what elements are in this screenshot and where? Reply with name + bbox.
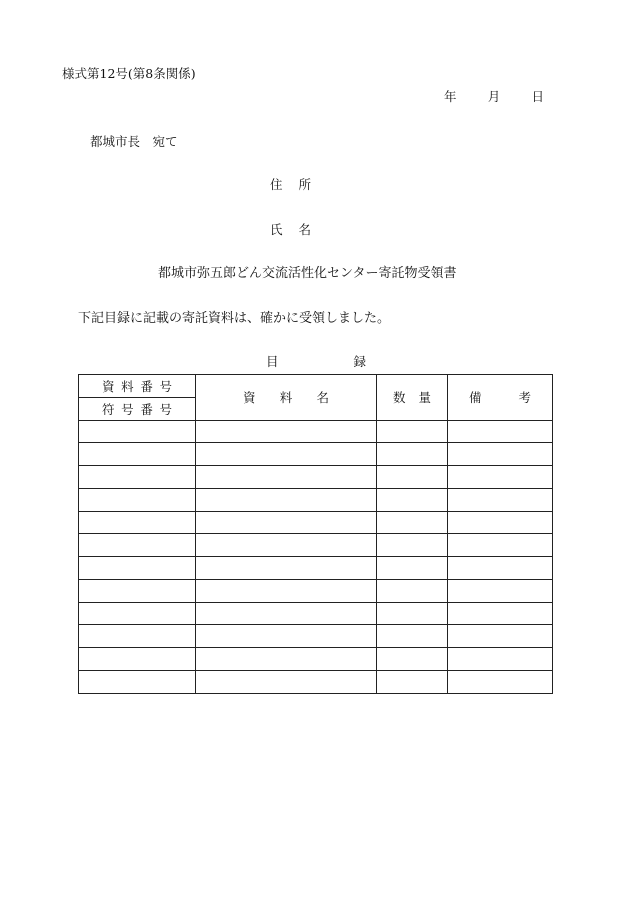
quantity-cell[interactable] <box>377 670 448 693</box>
remarks-cell[interactable] <box>448 557 553 580</box>
receipt-statement: 下記目録に記載の寄託資料は、確かに受領しました。 <box>78 311 391 326</box>
address-label-char-1: 住 <box>270 177 283 192</box>
name-cell[interactable] <box>196 670 377 693</box>
quantity-cell[interactable] <box>377 443 448 466</box>
number-cell[interactable] <box>79 466 196 489</box>
date-year-label: 年 <box>444 89 457 104</box>
quantity-cell[interactable] <box>377 534 448 557</box>
date-line <box>444 89 544 105</box>
quantity-cell[interactable] <box>377 602 448 625</box>
name-label-char-1: 氏 <box>270 222 283 237</box>
header-quantity: 数 量 <box>377 375 448 421</box>
table-row <box>79 466 553 489</box>
list-heading <box>266 354 366 370</box>
number-cell[interactable] <box>79 625 196 648</box>
remarks-cell[interactable] <box>448 443 553 466</box>
table-row <box>79 443 553 466</box>
quantity-cell[interactable] <box>377 579 448 602</box>
quantity-cell[interactable] <box>377 420 448 443</box>
number-cell[interactable] <box>79 488 196 511</box>
document-title: 都城市弥五郎どん交流活性化センター寄託物受領書 <box>158 266 457 281</box>
name-cell[interactable] <box>196 443 377 466</box>
name-cell[interactable] <box>196 488 377 511</box>
form-number: 様式第12号(第8条関係) <box>62 66 196 81</box>
name-field-label <box>270 222 311 238</box>
remarks-cell[interactable] <box>448 648 553 671</box>
quantity-cell[interactable] <box>377 488 448 511</box>
number-cell[interactable] <box>79 420 196 443</box>
name-cell[interactable] <box>196 511 377 534</box>
header-remarks: 備 考 <box>448 375 553 421</box>
remarks-cell[interactable] <box>448 602 553 625</box>
number-cell[interactable] <box>79 602 196 625</box>
name-cell[interactable] <box>196 579 377 602</box>
header-material-name: 資 料 名 <box>196 375 377 421</box>
number-cell[interactable] <box>79 579 196 602</box>
name-cell[interactable] <box>196 420 377 443</box>
quantity-cell[interactable] <box>377 511 448 534</box>
table-row <box>79 534 553 557</box>
name-cell[interactable] <box>196 648 377 671</box>
remarks-cell[interactable] <box>448 625 553 648</box>
number-cell[interactable] <box>79 511 196 534</box>
number-cell[interactable] <box>79 648 196 671</box>
name-cell[interactable] <box>196 625 377 648</box>
remarks-cell[interactable] <box>448 420 553 443</box>
quantity-cell[interactable] <box>377 557 448 580</box>
address-label-char-2: 所 <box>298 177 312 192</box>
table-row <box>79 670 553 693</box>
number-cell[interactable] <box>79 534 196 557</box>
name-cell[interactable] <box>196 602 377 625</box>
table-row <box>79 625 553 648</box>
remarks-cell[interactable] <box>448 488 553 511</box>
name-cell[interactable] <box>196 466 377 489</box>
list-heading-char-2: 録 <box>353 354 366 369</box>
table-row <box>79 511 553 534</box>
number-cell[interactable] <box>79 670 196 693</box>
remarks-cell[interactable] <box>448 534 553 557</box>
header-code-number: 符 号 番 号 <box>79 397 196 420</box>
name-cell[interactable] <box>196 557 377 580</box>
table-header-row <box>79 375 553 398</box>
name-label-char-2: 名 <box>298 222 312 237</box>
remarks-cell[interactable] <box>448 511 553 534</box>
quantity-cell[interactable] <box>377 648 448 671</box>
table-row <box>79 602 553 625</box>
address-field-label <box>270 177 311 193</box>
item-register-table <box>78 374 553 694</box>
header-material-number: 資 料 番 号 <box>79 375 196 398</box>
number-cell[interactable] <box>79 443 196 466</box>
quantity-cell[interactable] <box>377 625 448 648</box>
addressee: 都城市長 宛て <box>90 134 178 149</box>
table-row <box>79 579 553 602</box>
remarks-cell[interactable] <box>448 466 553 489</box>
table-row <box>79 648 553 671</box>
name-cell[interactable] <box>196 534 377 557</box>
number-cell[interactable] <box>79 557 196 580</box>
remarks-cell[interactable] <box>448 670 553 693</box>
table-row <box>79 488 553 511</box>
table-row <box>79 557 553 580</box>
table-row <box>79 420 553 443</box>
remarks-cell[interactable] <box>448 579 553 602</box>
list-heading-char-1: 目 <box>266 354 279 369</box>
quantity-cell[interactable] <box>377 466 448 489</box>
date-month-label: 月 <box>487 89 501 104</box>
date-day-label: 日 <box>531 89 544 104</box>
